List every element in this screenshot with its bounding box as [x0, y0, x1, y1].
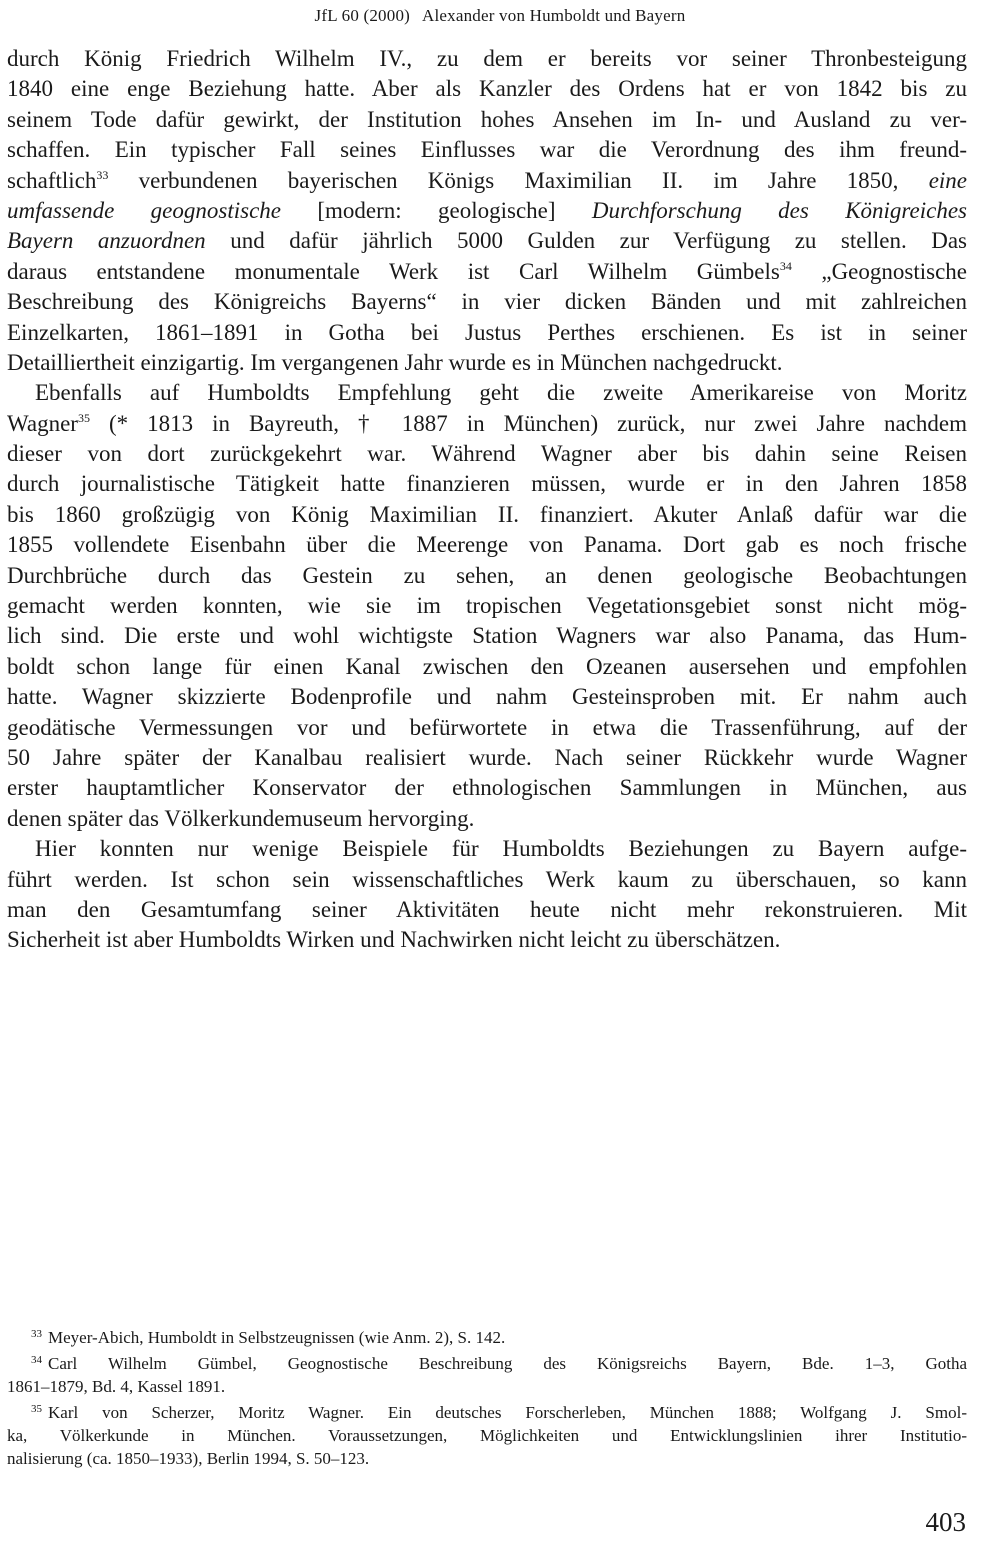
footnote-35	[7, 1401, 967, 1424]
text-run: schaftlich	[7, 167, 97, 193]
footnote-33	[7, 1326, 967, 1349]
paragraph-2-line: denen später das Völkerkundemuseum hervorging.	[7, 805, 475, 831]
paragraph-2-line: dieser von dort zurückgekehrt war. Während Wagner aber bis dahin seine Reisen	[7, 441, 967, 467]
paragraph-2-line: gemacht werden konnten, wie sie im tropischen Vegetationsgebiet sonst nicht mög-	[7, 593, 967, 619]
italic-run: umfassende geognostische	[7, 197, 281, 223]
text-run: Wagner	[7, 410, 78, 436]
text-run: [modern: geologische]	[281, 197, 592, 223]
text-run: (* 1813 in Bayreuth, † 1887 in München) zurück, nur zwei Jahre nachdem	[89, 410, 967, 436]
text-run: und dafür jährlich 5000 Gulden zur Verfügung zu stellen. Das	[205, 228, 967, 254]
footnote-ref-33: 33	[96, 167, 109, 182]
paragraph-1-line: schaffen. Ein typischer Fall seines Einflusses war die Verordnung des ihm freund-	[7, 137, 967, 163]
paragraph-2-line: Ebenfalls auf Humboldts Empfehlung geht die zweite Amerikareise von Moritz	[35, 380, 967, 406]
paragraph-1-line: 1840 eine enge Beziehung hatte. Aber als Kanzler des Ordens hat er von 1842 bis zu	[7, 76, 967, 102]
footnote-34-continued: 1861–1879, Bd. 4, Kassel 1891.	[7, 1377, 226, 1396]
paragraph-1-line	[7, 226, 967, 256]
footnote-34	[7, 1352, 967, 1375]
footnote-ref-34: 34	[779, 258, 792, 273]
paragraph-2-line: bis 1860 großzügig von König Maximilian II. finanziert. Akuter Anlaß dafür war die	[7, 501, 967, 527]
page-number: 403	[925, 1507, 966, 1537]
italic-run: Durchforschung des Königreiches	[591, 197, 967, 223]
footnote-35-continued: ka, Völkerkunde in München. Voraussetzungen, Möglichkeiten und Entwicklungslinien ihrer Institutio-	[7, 1426, 967, 1445]
footnote-ref-35: 35	[77, 410, 90, 425]
paragraph-1-line: Einzelkarten, 1861–1891 in Gotha bei Justus Perthes erschienen. Es ist in seiner	[7, 319, 967, 345]
paragraph-3-line: man den Gesamtumfang seiner Aktivitäten heute nicht mehr rekonstruieren. Mit	[7, 896, 967, 922]
journal-citation: JfL 60 (2000)	[314, 6, 410, 25]
paragraph-2-line: boldt schon lange für einen Kanal zwischen den Ozeanen ausersehen und empfohlen	[7, 653, 967, 679]
text-run: daraus entstandene monumentale Werk ist Carl Wilhelm Gümbels	[7, 258, 780, 284]
paragraph-1-line: Beschreibung des Königreichs Bayerns“ in vier dicken Bänden und mit zahlreichen	[7, 289, 967, 315]
running-head	[0, 6, 1000, 26]
article-title: Alexander von Humboldt und Bayern	[422, 6, 686, 25]
footnotes	[7, 1326, 967, 1470]
footnote-text: Meyer-Abich, Humboldt in Selbstzeugnissen (wie Anm. 2), S. 142.	[48, 1328, 506, 1347]
paragraph-2-line: geodätische Vermessungen vor und befürwortete in etwa die Trassenführung, auf der	[7, 714, 967, 740]
paragraph-2-line: 50 Jahre später der Kanalbau realisiert wurde. Nach seiner Rückkehr wurde Wagner	[7, 744, 967, 770]
italic-run: eine	[928, 167, 967, 193]
body-text	[7, 44, 967, 956]
paragraph-3-line: Hier konnten nur wenige Beispiele für Humboldts Beziehungen zu Bayern aufge-	[35, 836, 967, 862]
paragraph-1-line	[7, 166, 967, 196]
text-run: verbundenen bayerischen Königs Maximilian II. im Jahre 1850,	[108, 167, 929, 193]
paragraph-2-line: lich sind. Die erste und wohl wichtigste Station Wagners war also Panama, das Hum-	[7, 623, 967, 649]
paragraph-2-line: erster hauptamtlicher Konservator der ethnologischen Sammlungen in München, aus	[7, 775, 967, 801]
paragraph-1-line: Detailliertheit einzigartig. Im vergangenen Jahr wurde es in München nachgedruckt.	[7, 349, 783, 375]
footnote-number: 35	[31, 1403, 42, 1415]
paragraph-1-line: durch König Friedrich Wilhelm IV., zu dem er bereits vor seiner Thronbesteigung	[7, 46, 967, 71]
paragraph-2-line	[7, 409, 967, 439]
footnote-number: 33	[31, 1328, 42, 1340]
footnote-number: 34	[31, 1354, 42, 1366]
paragraph-2-line: 1855 vollendete Eisenbahn über die Meerenge von Panama. Dort gab es noch frische	[7, 532, 967, 558]
paragraph-1-line	[7, 257, 967, 287]
footnote-35-continued: nalisierung (ca. 1850–1933), Berlin 1994, S. 50–123.	[7, 1449, 370, 1468]
paragraph-3-line: Sicherheit ist aber Humboldts Wirken und Nachwirken nicht leicht zu überschätzen.	[7, 927, 781, 953]
paragraph-1-line	[7, 196, 967, 226]
footnote-text: Karl von Scherzer, Moritz Wagner. Ein deutsches Forscherleben, München 1888; Wolfgang J. Smol-	[48, 1403, 967, 1422]
paragraph-2-line: Durchbrüche durch das Gestein zu sehen, an denen geologische Beobachtungen	[7, 562, 967, 588]
paragraph-3-line: führt werden. Ist schon sein wissenschaftliches Werk kaum zu überschauen, so kann	[7, 866, 967, 892]
paragraph-2-line: durch journalistische Tätigkeit hatte finanzieren müssen, wurde er in den Jahren 1858	[7, 471, 967, 497]
footnote-text: Carl Wilhelm Gümbel, Geognostische Beschreibung des Königsreichs Bayern, Bde. 1–3, Gotha	[48, 1354, 967, 1373]
paragraph-1-line: seinem Tode dafür gewirkt, der Institution hohes Ansehen im In- und Ausland zu ver-	[7, 106, 967, 132]
paragraph-2-line: hatte. Wagner skizzierte Bodenprofile und nahm Gesteinsproben mit. Er nahm auch	[7, 684, 967, 710]
italic-run: Bayern anzuordnen	[7, 228, 206, 254]
text-run: „Geognostische	[791, 258, 967, 284]
